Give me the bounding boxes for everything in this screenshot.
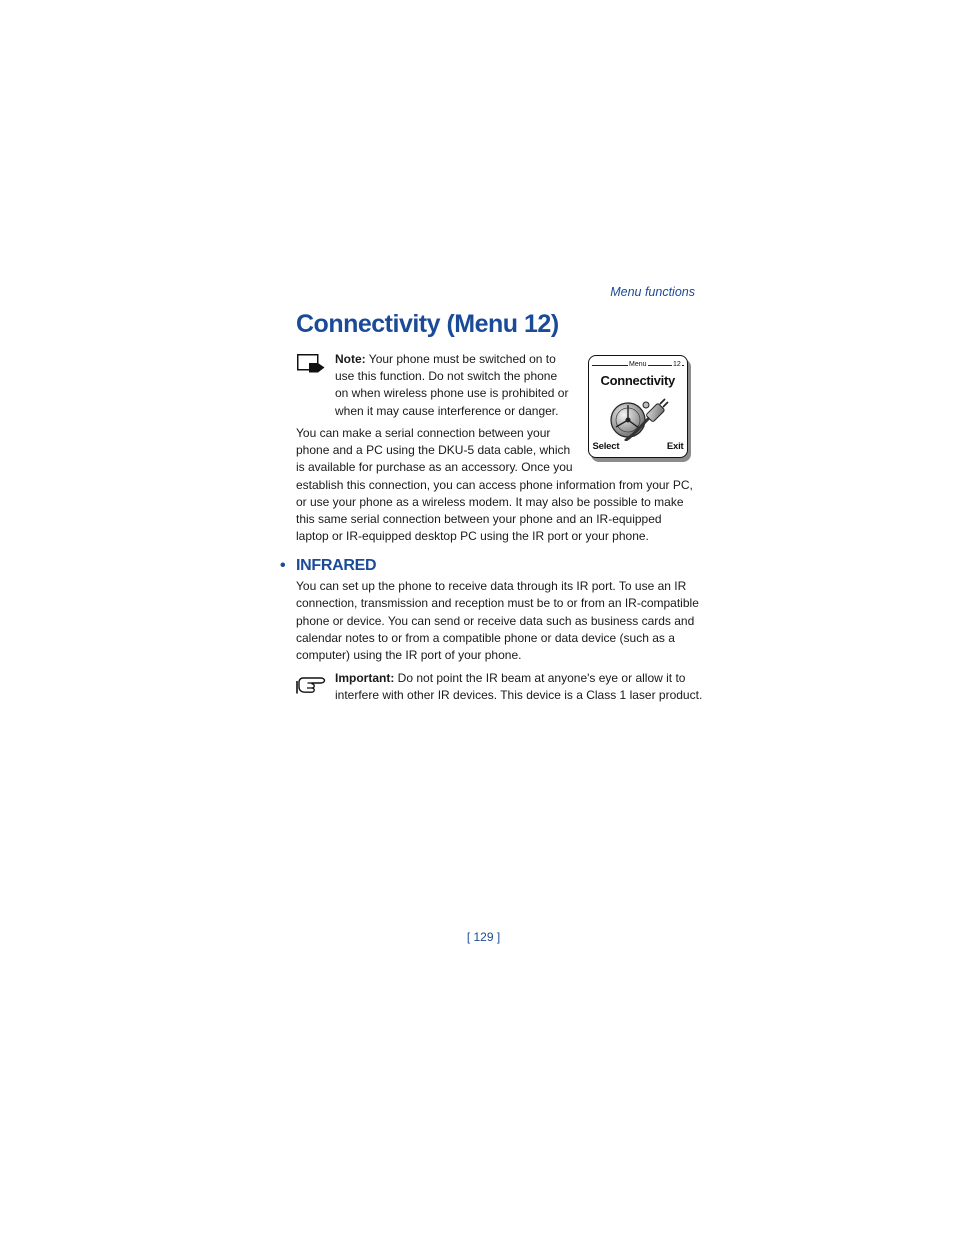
softkey-exit: Exit: [666, 441, 684, 452]
page-number: [ 129 ]: [466, 930, 501, 944]
screen-title: Connectivity: [600, 373, 675, 388]
infrared-line: computer) using the IR port of your phone.: [296, 648, 522, 662]
softkey-select: Select: [592, 441, 620, 452]
intro-line: You can make a serial connection between your: [296, 426, 551, 440]
important-block: [335, 670, 702, 704]
note-icon: [297, 354, 325, 373]
note-label: Note:: [335, 352, 366, 366]
note-line: [335, 351, 568, 368]
infrared-line: You can set up the phone to receive data through its IR port. To use an IR: [296, 579, 687, 593]
infrared-line: calendar notes to or from a compatible phone or data device (such as a: [296, 630, 675, 645]
intro-line: establish this connection, you can access phone information from your PC,: [296, 477, 693, 492]
important-line: [335, 670, 702, 687]
note-line: use this function. Do not switch the phone: [335, 369, 558, 384]
important-label: Important:: [335, 671, 395, 685]
intro-line: laptop or IR-equipped desktop PC using the IR port or your phone.: [296, 529, 649, 544]
intro-line: is available for purchase as an accessory. Once you: [296, 460, 573, 475]
intro-line: or use your phone as a wireless modem. It may also be possible to make: [296, 494, 684, 509]
screen-menu-number: 12: [673, 361, 681, 368]
important-line: interfere with other IR devices. This device is a Class 1 laser product.: [335, 688, 703, 702]
note-line: on when wireless phone use is prohibited or: [335, 386, 569, 401]
note-line: when it may cause interference or danger.: [335, 403, 559, 418]
section-bullet: •: [280, 556, 286, 574]
running-head: Menu functions: [610, 285, 695, 299]
section-heading-infrared: INFRARED: [296, 556, 377, 574]
infrared-paragraph: [296, 578, 699, 664]
important-line-text: Do not point the IR beam at anyone's eye or allow it to: [397, 671, 686, 685]
page-title: Connectivity (Menu 12): [296, 310, 559, 338]
pointing-hand-icon: [296, 673, 326, 695]
infrared-line: connection, transmission and reception must be to or from an IR-compatible: [296, 596, 699, 611]
intro-line: this same serial connection between your phone and an IR-equipped: [296, 512, 662, 527]
screen-menu-label: Menu: [629, 361, 647, 368]
note-line-text: Your phone must be switched on to: [368, 352, 556, 366]
note-block: [335, 351, 568, 420]
intro-paragraph: [296, 425, 693, 545]
infrared-line: phone or device. You can send or receive data such as business cards and: [296, 613, 695, 628]
intro-line: phone and a PC using the DKU-5 data cable, which: [296, 443, 571, 458]
